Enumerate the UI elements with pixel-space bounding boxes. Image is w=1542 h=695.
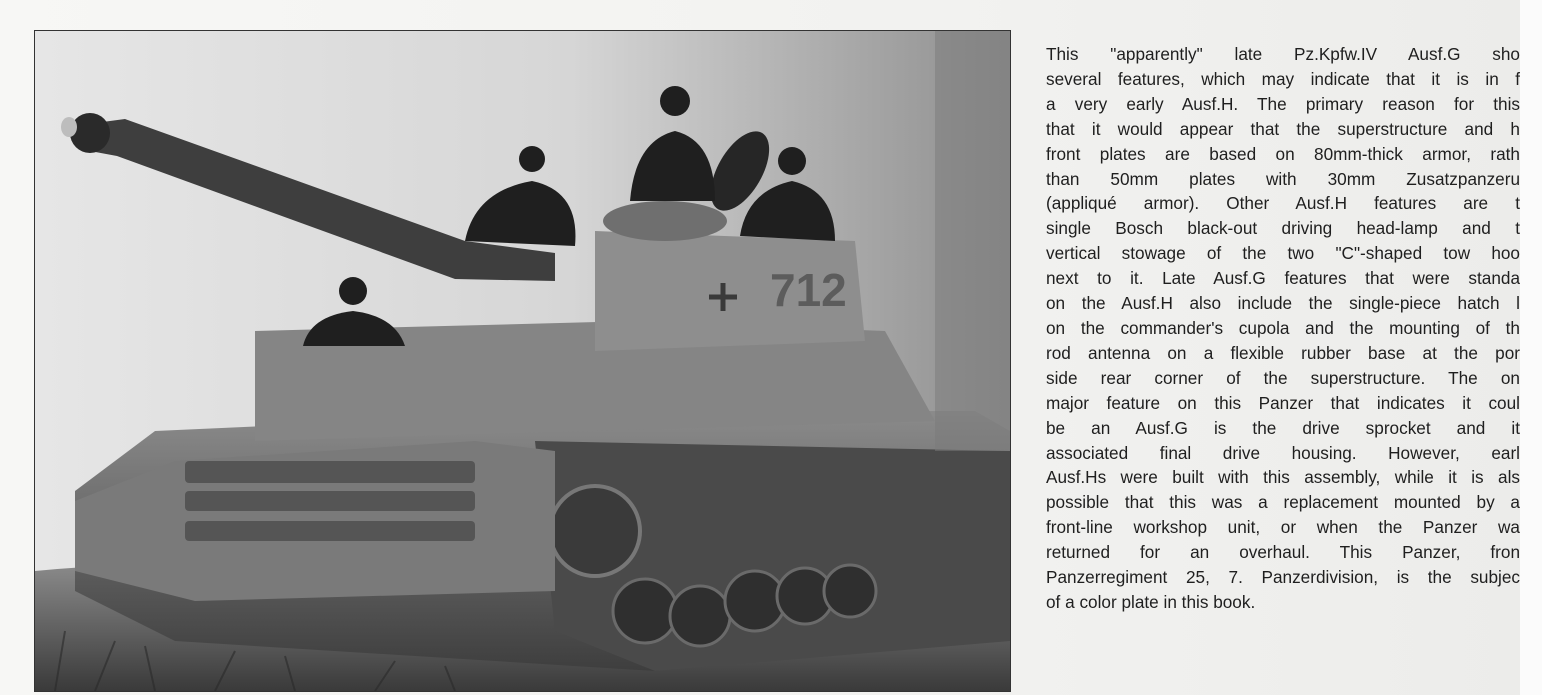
caption-line: Panzerregiment 25, 7. Panzerdivision, is the subjec bbox=[1046, 567, 1520, 588]
caption-line: This "apparently" late Pz.Kpfw.IV Ausf.G sho bbox=[1046, 44, 1520, 64]
caption-line: rod antenna on a flexible rubber base at the por bbox=[1046, 342, 1520, 363]
caption-line: that it would appear that the superstructure and h bbox=[1046, 118, 1520, 139]
tank-photo-illustration bbox=[35, 31, 1010, 691]
caption-line: returned for an overhaul. This Panzer, fron bbox=[1046, 542, 1520, 563]
caption-line: possible that this was a replacement mounted by a bbox=[1046, 492, 1520, 513]
turret-number: 712 bbox=[770, 264, 847, 316]
caption-line: front-line workshop unit, or when the Panzer wa bbox=[1046, 517, 1520, 538]
caption-line: on the Ausf.H also include the single-piece hatch l bbox=[1046, 293, 1520, 314]
caption-line: than 50mm plates with 30mm Zusatzpanzeru bbox=[1046, 168, 1520, 189]
photo-caption bbox=[1046, 42, 1520, 615]
caption-line: next to it. Late Ausf.G features that were standa bbox=[1046, 268, 1520, 289]
caption-line: front plates are based on 80mm-thick armor, rath bbox=[1046, 143, 1520, 164]
caption-line: associated final drive housing. However, earl bbox=[1046, 442, 1520, 463]
caption-line: single Bosch black-out driving head-lamp and t bbox=[1046, 218, 1520, 239]
caption-line: major feature on this Panzer that indicates it coul bbox=[1046, 392, 1520, 413]
caption-line: (appliqué armor). Other Ausf.H features are t bbox=[1046, 193, 1520, 214]
caption-line: a very early Ausf.H. The primary reason for this bbox=[1046, 93, 1520, 114]
caption-line: side rear corner of the superstructure. The on bbox=[1046, 367, 1520, 388]
caption-line: on the commander's cupola and the mounting of th bbox=[1046, 317, 1520, 338]
caption-line: of a color plate in this book. bbox=[1046, 591, 1256, 612]
caption-line: Ausf.Hs were built with this assembly, while it is als bbox=[1046, 467, 1520, 488]
tank-photograph bbox=[34, 30, 1011, 692]
caption-line: vertical stowage of the two "C"-shaped tow hoo bbox=[1046, 243, 1520, 264]
caption-line: be an Ausf.G is the drive sprocket and it bbox=[1046, 417, 1520, 438]
page-edge bbox=[1520, 0, 1542, 695]
caption-line: several features, which may indicate that it is in f bbox=[1046, 68, 1520, 89]
